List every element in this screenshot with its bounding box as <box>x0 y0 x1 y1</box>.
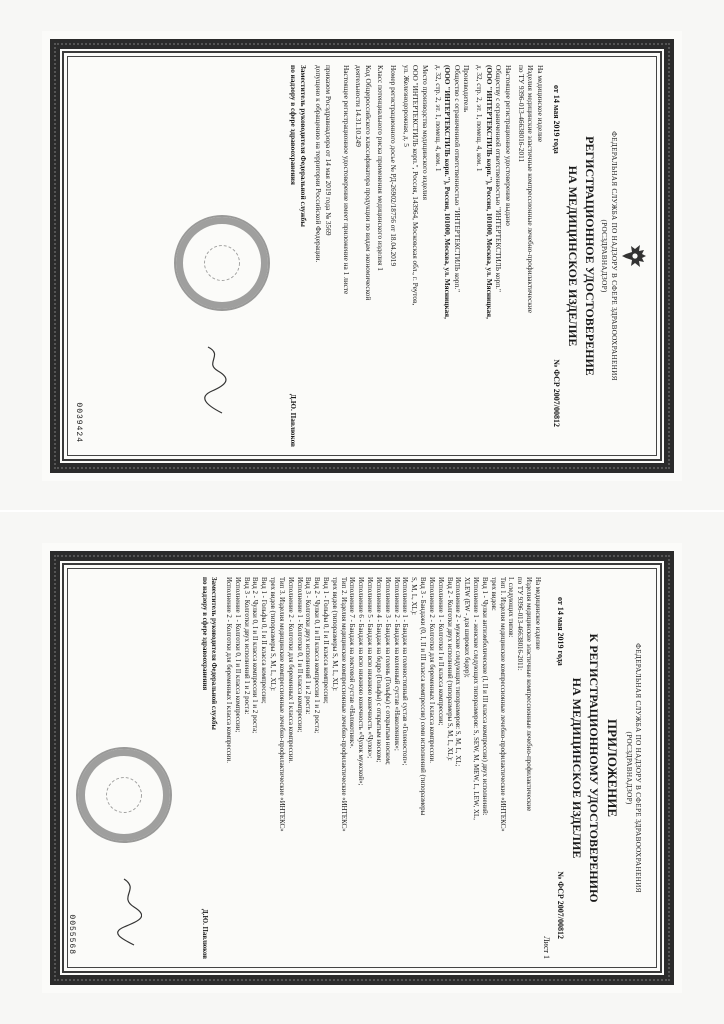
body-line: Производитель <box>462 65 472 113</box>
body-line: д. 32, стр. 2, эт. 1, помещ. 4, ком. 1 <box>433 65 443 172</box>
body-line: Вид 3 - Бандажи (0, I, II и III класса компрессии) семи исполнений (типоразмеры <box>419 577 427 816</box>
issue-date: от 14 мая 2019 года <box>552 85 562 154</box>
body-line: S, M, L, XL): <box>410 577 418 615</box>
body-line: Вид 1 - Гольфы 0, I и II класса компрессии; <box>260 577 268 704</box>
body-line: XLEW (EW - для широких бедер); <box>463 577 471 678</box>
body-line: ул. Железнодорожная, д. 5 <box>401 65 411 147</box>
agency-abbr: (РОСЗДРАВНАДЗОР) <box>600 219 609 293</box>
sheet-number: Лист 1 <box>542 936 552 959</box>
body-line: Тип 3. Изделия медицинские компрессионные лечебно-профилактические «ИНТЕКС» <box>277 577 285 832</box>
body-line: Исполнение 3 - Бандаж на голень (Гольфы) с открытым носком; <box>383 577 391 765</box>
body-line: (ООО "ИНТЕРТЕКСТИЛЬ корп."), Россия, 101000, Москва, ул. Мясницкая, <box>443 65 453 319</box>
body-line: Обществу с ограниченной ответственностью "ИНТЕРТЕКСТИЛЬ корп." <box>494 65 504 292</box>
body-line: по ТУ 9396-013-46638016-2011: <box>516 577 524 671</box>
signatory-title: по надзору в сфере здравоохранения <box>201 577 209 691</box>
certificate-number: № ФСР 2007/00812 <box>556 871 566 939</box>
signatory-title: Заместитель руководителя Федеральной службы <box>210 577 218 730</box>
body-line: Исполнение 2 - мужские следующих типоразмеров: S, M, L, XL; <box>454 577 462 767</box>
official-seal <box>174 215 270 311</box>
signature-block <box>288 65 307 447</box>
certificate-body <box>314 65 545 447</box>
agency-abbr: (РОСЗДРАВНАДЗОР) <box>624 731 633 805</box>
appendix-body <box>223 577 541 959</box>
body-line: На медицинское изделие <box>533 577 541 650</box>
body-line: Вид 1 - Чулки антиэмболические (I, II и III класса компрессии) двух исполнений: <box>480 577 488 816</box>
body-line: Исполнение 1 - Бандаж на голеностопный сустав «Голеностоп»; <box>401 577 409 766</box>
body-line: Вид 2 - Чулки 0, I и II класса компрессии 1 и 2 роста; <box>251 577 259 734</box>
signature-mark <box>116 877 142 947</box>
signatory-title: Заместитель руководителя Федеральной службы <box>298 65 308 227</box>
certificate-number: № ФСР 2007/00812 <box>552 359 562 427</box>
document-subtitle: НА МЕДИЦИНСКОЕ ИЗДЕЛИЕ <box>570 677 585 859</box>
document-subtitle: К РЕГИСТРАЦИОННОМУ УДОСТОВЕРЕНИЮ <box>586 633 601 903</box>
signature-block <box>199 577 217 959</box>
body-line: Тип 2. Изделия медицинские компрессионные лечебно-профилактические «ИНТЕКС» <box>339 577 347 832</box>
body-line: по ТУ 9396-013-46638016-2011 <box>516 65 526 163</box>
date-number-line <box>555 597 565 939</box>
body-line: Изделия медицинские эластичные компрессионные лечебно-профилактические <box>526 65 536 313</box>
body-line: Класс потенциального риска применения медицинского изделия 1 <box>376 65 386 271</box>
body-line: допущено к обращению на территории Российской Федерации. <box>314 65 324 263</box>
signature-mark <box>202 345 228 415</box>
body-line: Исполнение 1 - Колготки 0, I и II класса компрессии; <box>233 577 241 733</box>
body-line: Исполнение 1 - Колготки I и II класса компрессии; <box>436 577 444 726</box>
body-line: Исполнение 1 - женские следующих типоразмеров: S, SEW, M, MEW, L, LEW, XL, <box>472 577 480 820</box>
date-number-line <box>551 85 562 427</box>
body-line: Настоящее регистрационное удостоверение имеет приложение на 1 листе <box>341 65 351 295</box>
signatory-title: по надзору в сфере здравоохранения <box>289 65 299 185</box>
body-line: На медицинское изделие <box>535 65 545 143</box>
body-line: Тип 1. Изделия медицинские компрессионные лечебно-профилактические «ИНТЕКС» <box>498 577 506 832</box>
serial-number: 0039424 <box>73 402 83 443</box>
agency-name: ФЕДЕРАЛЬНАЯ СЛУЖБА ПО НАДЗОРУ В СФЕРЕ ЗДРАВООХРАНЕНИЯ <box>634 643 642 893</box>
body-line: Исполнение 1 - Колготки 0, I и II класса компрессии; <box>295 577 303 733</box>
body-line: Исполнение 4 - Бандаж на бедро (Гольфы) с открытым носком; <box>374 577 382 763</box>
appendix-sheet <box>0 512 724 1024</box>
body-line: деятельности 14.31.10.249 <box>354 65 364 147</box>
body-line: Вид 1 - Гольфы 0, I и II класса компрессии; <box>322 577 329 704</box>
body-line: Исполнение 2 - Колготки для беременных I класса компрессии. <box>427 577 435 763</box>
document-title: ПРИЛОЖЕНИЕ <box>604 718 620 818</box>
serial-number: 0055568 <box>67 914 77 955</box>
body-line: приказом Росздравнадзора от 14 мая 2019 года № 3569 <box>323 65 333 236</box>
body-line: Исполнение 2 - Колготки для беременных I класса компрессии. <box>224 577 232 763</box>
official-seal <box>76 747 172 843</box>
body-line: Исполнение 6 - Бандаж на всю нижнюю конечность «Чулок мужской»; <box>357 577 365 786</box>
body-line: Изделия медицинские эластичные компрессионные лечебно-профилактические <box>525 577 533 812</box>
body-line: Настоящее регистрационное удостоверение выдано <box>503 65 513 226</box>
body-line: Номер регистрационного досье № РД-26902/18756 от 18.04.2019 <box>389 65 399 267</box>
body-line: Исполнение 5 - Бандаж на всю нижнюю конечность «Чулок»; <box>366 577 374 759</box>
body-line: д. 32, стр. 2, эт. 1, помещ. 4, ком. 1 <box>475 65 485 172</box>
coat-of-arms-icon <box>620 243 648 269</box>
body-line: трех видов (типоразмеры S, M, L, XL): <box>269 577 277 691</box>
body-line: Вид 2 - Колготки двух исполнений (типоразмеры S, M, L, XL): <box>445 577 453 761</box>
body-line: Вид 3 - Колготки двух исполнений 1 и 2 роста: <box>304 577 312 715</box>
body-line: Общество с ограниченной ответственностью "ИНТЕРТЕКСТИЛЬ корп." <box>452 65 462 293</box>
certificate-page <box>42 31 682 481</box>
body-line: Вид 3 - Колготки двух исполнений 1 и 2 роста: <box>242 577 250 715</box>
agency-name: ФЕДЕРАЛЬНАЯ СЛУЖБА ПО НАДЗОРУ В СФЕРЕ ЗДРАВООХРАНЕНИЯ <box>610 131 618 381</box>
body-line: Код Общероссийского классификатора продукции по видам экономической <box>363 65 373 301</box>
document-subtitle: НА МЕДИЦИНСКОЕ ИЗДЕЛИЕ <box>566 165 581 347</box>
body-line: Исполнение 7 - Бандаж на локтевой сустав «Налокотник». <box>348 577 356 749</box>
document-title: РЕГИСТРАЦИОННОЕ УДОСТОВЕРЕНИЕ <box>583 136 597 376</box>
body-line: трех видов: <box>489 577 497 611</box>
appendix-page <box>42 543 682 993</box>
signatory-name: Д.Ю. Павлюков <box>289 393 299 447</box>
body-line: трех видов (типоразмеры S, M, L, XL): <box>330 577 338 691</box>
body-line: Место производства медицинского изделия <box>420 65 430 200</box>
body-line: Исполнение 2 - Бандаж на коленный сустав «Наколенник»; <box>392 577 400 751</box>
body-line: Вид 2 - Чулки 0, I и II класса компрессии 1 и 2 роста; <box>313 577 321 734</box>
body-line: I. следующих типов: <box>507 577 515 638</box>
issue-date: от 14 мая 2019 года <box>556 597 566 666</box>
signatory-name: Д.Ю. Павлюков <box>201 908 209 959</box>
body-line: ООО "ИНТЕРТЕКСТИЛЬ корп.", Россия, 143964, Московская обл., г. Реутов, <box>411 65 421 306</box>
body-line: Исполнение 2 - Колготки для беременных I класса компрессии. <box>286 577 294 763</box>
body-line: (ООО "ИНТЕРТЕКСТИЛЬ корп."), Россия, 101000, Москва, ул. Мясницкая, <box>484 65 494 319</box>
